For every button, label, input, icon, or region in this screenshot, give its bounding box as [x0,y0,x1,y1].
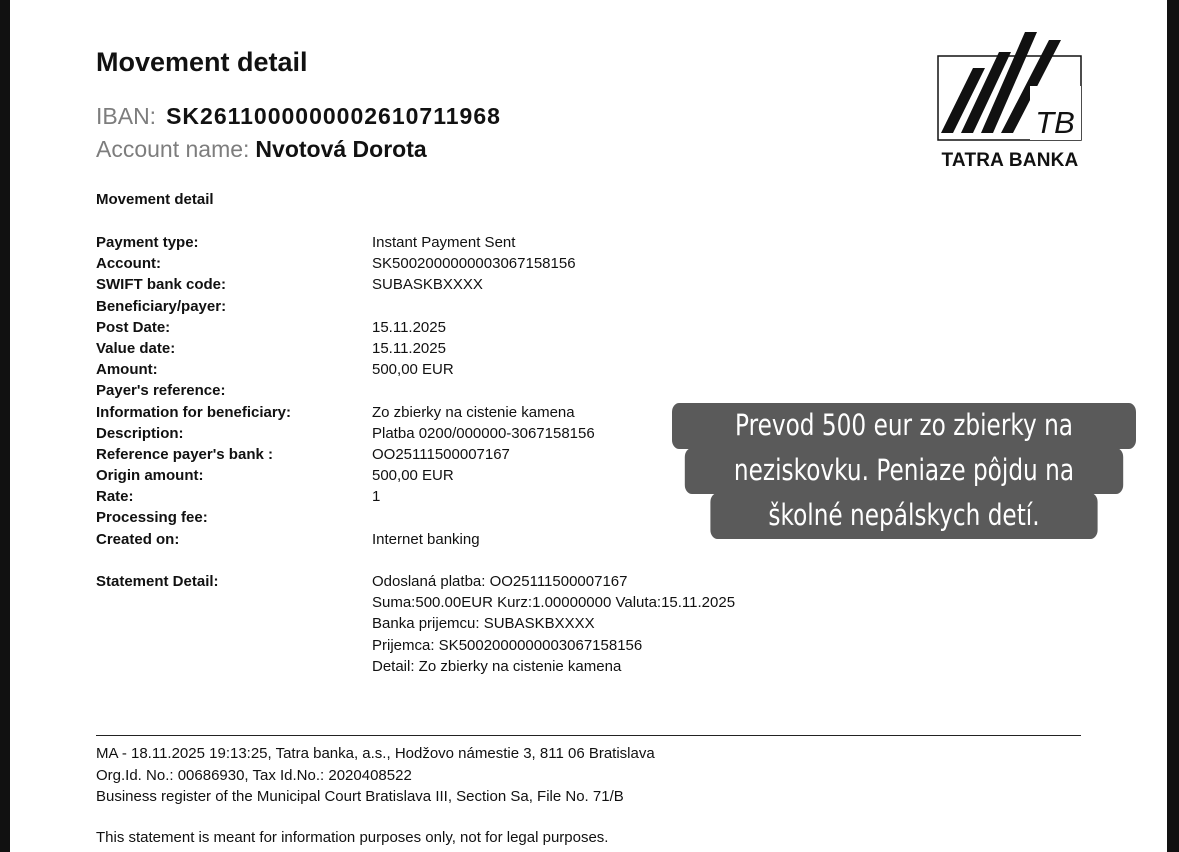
detail-row [96,382,656,403]
caption-line: Prevod 500 eur zo zbierky na [672,403,1136,449]
detail-value: Platba 0200/000000-3067158156 [372,424,595,442]
detail-value: Internet banking [372,530,480,548]
detail-row [96,467,656,488]
logo-monogram: TB [1035,105,1075,140]
page-title: Movement detail [96,47,308,77]
detail-value: SUBASKBXXXX [372,276,483,294]
account-name-line [96,136,427,163]
bank-name: TATRA BANKA [941,150,1079,171]
detail-label: SWIFT bank code: [96,276,227,294]
detail-value: 1 [372,488,381,506]
detail-label: Information for beneficiary: [96,403,292,421]
statement-label: Statement Detail: [96,573,219,590]
iban-value: SK2611000000002610711968 [166,103,501,129]
tatra-banka-logo-icon [937,30,1083,148]
detail-row [96,234,656,255]
detail-label: Value date: [96,339,176,357]
detail-label: Account: [96,255,161,273]
detail-label: Payer's reference: [96,382,226,400]
account-name-value: Nvotová Dorota [255,136,427,162]
statement-line: Suma:500.00EUR Kurz:1.00000000 Valuta:15.11.2025 [372,594,736,612]
iban-label: IBAN: [96,103,157,129]
detail-label: Rate: [96,488,134,506]
detail-value: 500,00 EUR [372,467,454,485]
iban-line [96,103,501,130]
detail-label: Processing fee: [96,509,208,527]
detail-row [96,425,656,446]
detail-label: Origin amount: [96,467,204,485]
statement-page [10,0,1167,852]
detail-label: Amount: [96,361,158,379]
detail-value: 15.11.2025 [372,339,446,357]
footer-line: MA - 18.11.2025 19:13:25, Tatra banka, a.s., Hodžovo námestie 3, 811 06 Bratislava [96,745,655,762]
detail-label: Post Date: [96,318,171,336]
caption-line: neziskovku. Peniaze pôjdu na [685,448,1123,494]
statement-line: Prijemca: SK5002000000003067158156 [372,636,643,654]
detail-row [96,509,656,530]
tatra-banka-logo [937,30,1083,172]
detail-value: Zo zbierky na cistenie kamena [372,403,575,421]
detail-label: Payment type: [96,234,199,251]
detail-value: OO25111500007167 [372,445,510,463]
footer-divider [96,735,1081,736]
footer-line: Org.Id. No.: 00686930, Tax Id.No.: 2020408522 [96,766,412,784]
detail-row [96,404,656,425]
movement-details [96,234,656,552]
statement-lines [372,573,972,679]
detail-row [96,361,656,382]
detail-label: Reference payer's bank : [96,445,273,463]
detail-row [96,488,656,509]
detail-row [96,340,656,361]
detail-row [96,298,656,319]
disclaimer: This statement is meant for information purposes only, not for legal purposes. [96,829,609,846]
detail-row [96,255,656,276]
detail-label: Description: [96,424,184,442]
statement-line: Banka prijemcu: SUBASKBXXXX [372,615,595,633]
detail-row [96,446,656,467]
detail-value: SK5002000000003067158156 [372,255,576,273]
detail-value: Instant Payment Sent [372,234,516,251]
detail-value: 15.11.2025 [372,318,446,336]
footer-line: Business register of the Municipal Court Bratislava III, Section Sa, File No. 71/B [96,788,624,805]
detail-label: Beneficiary/payer: [96,297,227,315]
detail-row [96,276,656,297]
statement-line: Detail: Zo zbierky na cistenie kamena [372,657,622,675]
detail-value: 500,00 EUR [372,361,454,379]
detail-row [96,319,656,340]
detail-row [96,531,656,552]
caption-line: školné nepálskych detí. [710,493,1097,539]
detail-label: Created on: [96,530,180,548]
account-name-label: Account name: [96,136,250,162]
statement-line: Odoslaná platba: OO25111500007167 [372,573,628,590]
section-title: Movement detail [96,191,214,208]
footer [96,745,655,810]
